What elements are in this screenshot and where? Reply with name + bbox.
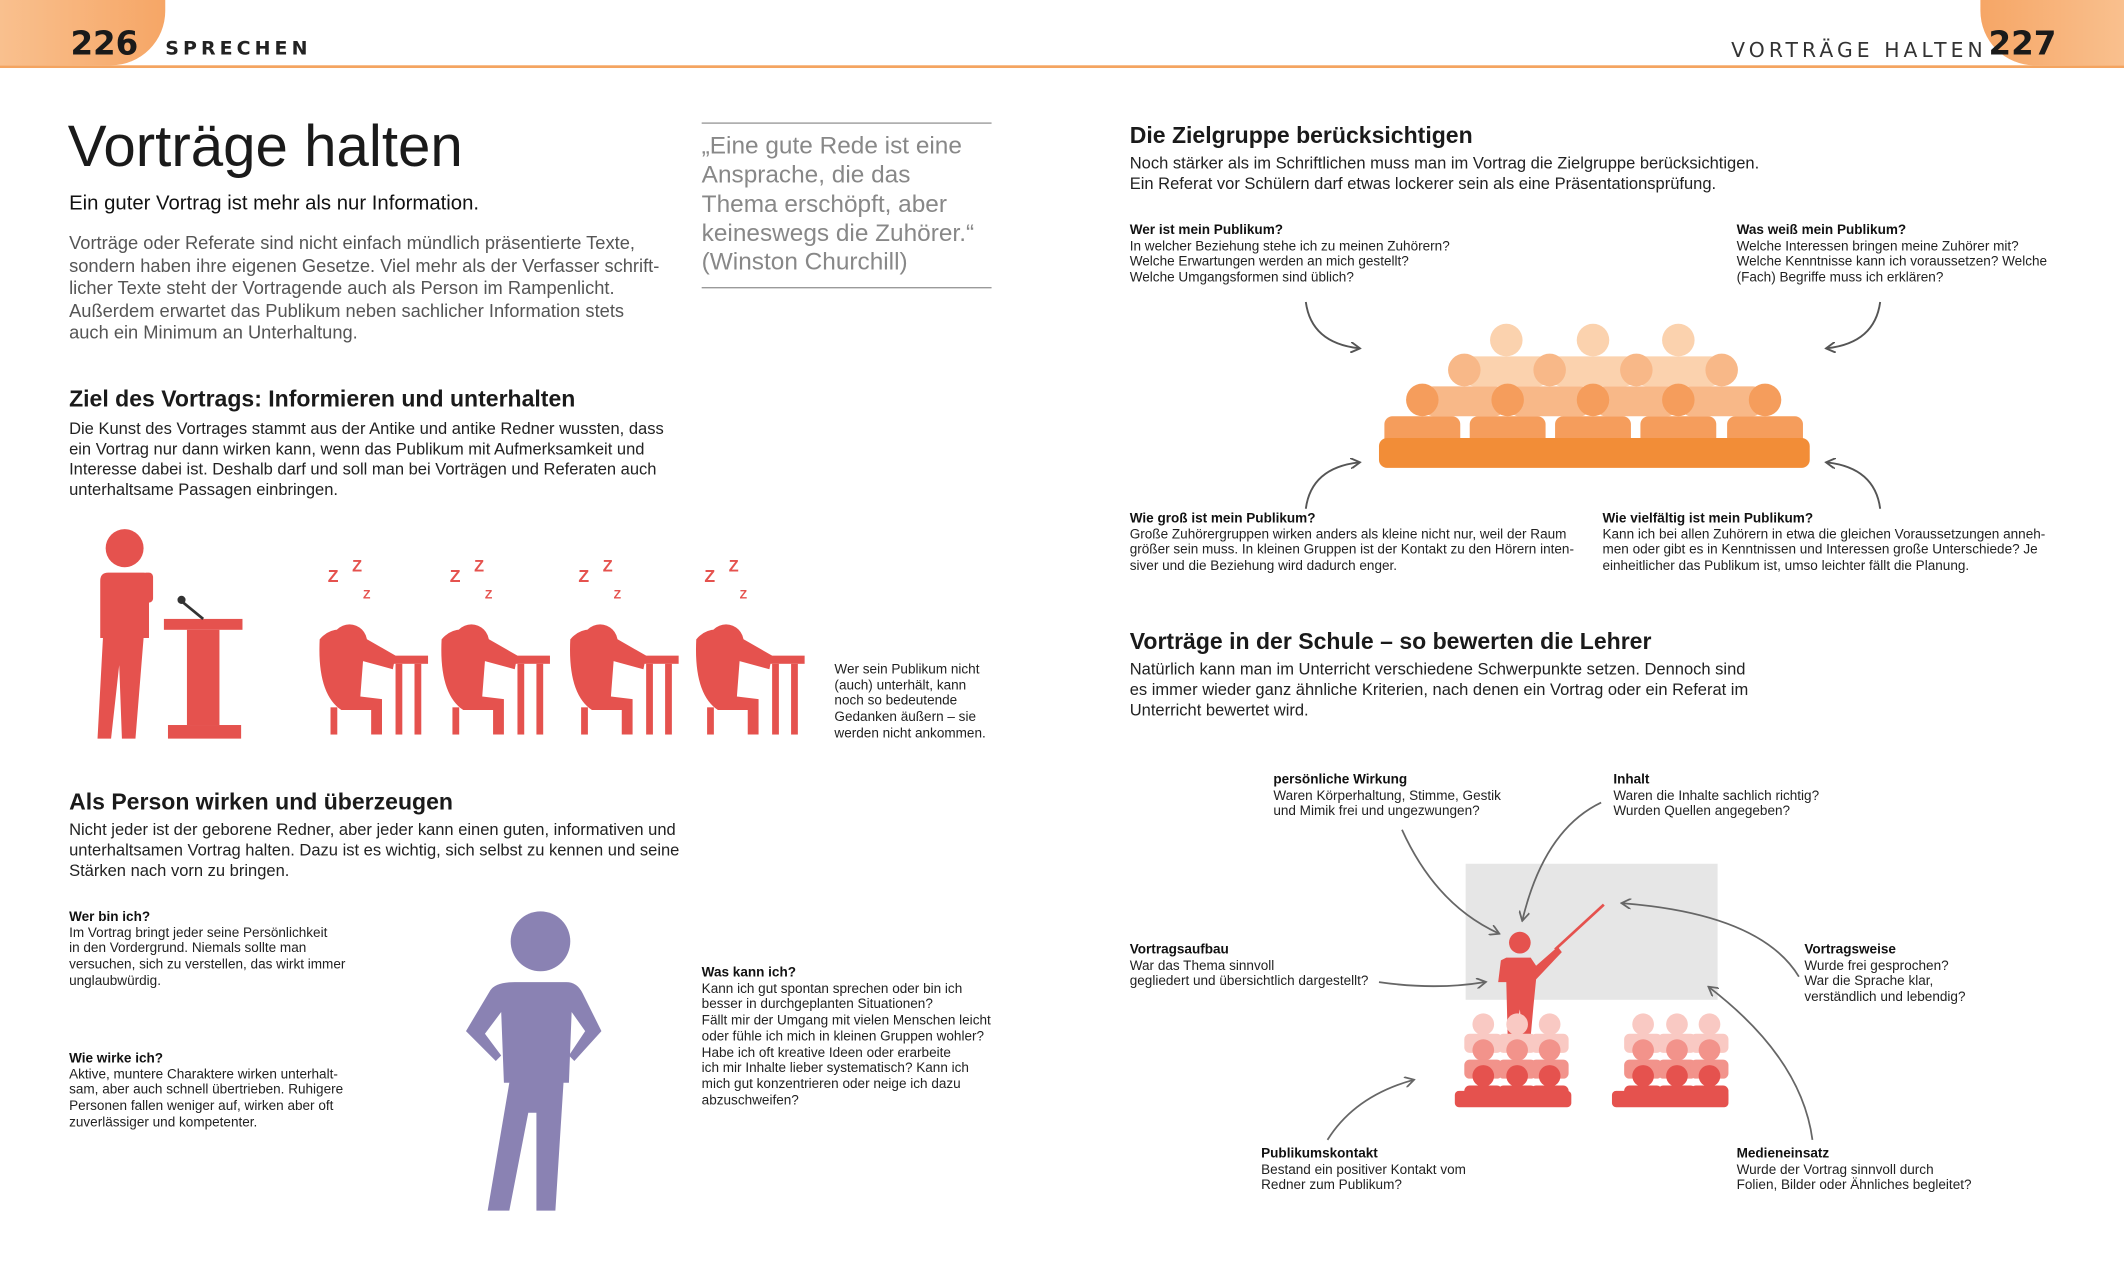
ziel-heading: Ziel des Vortrags: Informieren und unterhalten (69, 386, 576, 413)
text-line: Welche Kenntnisse kann ich voraussetzen? Welche (1736, 254, 2048, 270)
question-title: Wie vielfältig ist mein Publikum? (1602, 511, 1814, 527)
block-title: Was kann ich? (701, 965, 797, 981)
text-line: Natürlich kann man im Unterricht verschiedene Schwerpunkte setzen. Dennoch sind (1129, 659, 1746, 679)
sleep-z-icon: Z (352, 557, 363, 576)
class-audience (1455, 1013, 1729, 1107)
text-line: auch ein Minimum an Unterhaltung. (69, 322, 358, 343)
left-page-number: 226 (70, 24, 139, 63)
text-line: Welche Umgangsformen sind üblich? (1129, 270, 1354, 286)
text-line: Kann ich gut spontan sprechen oder bin ich (701, 981, 963, 997)
block-title: Wer bin ich? (69, 910, 151, 925)
question-title: Was weiß mein Publikum? (1736, 223, 1907, 239)
criterion-title: persönliche Wirkung (1273, 772, 1408, 788)
text-line: und Mimik frei und ungezwungen? (1273, 804, 1480, 820)
text-line: Welche Interessen bringen meine Zuhörer mit? (1736, 239, 2019, 254)
text-line: Ein Referat vor Schülern darf etwas lockerer sein als eine Präsentationsprüfung. (1129, 174, 1717, 194)
text-line: unglaubwürdig. (69, 973, 161, 989)
text-line: mich gut konzentrieren oder neige ich dazu (701, 1077, 961, 1093)
left-section-title: SPRECHEN (165, 38, 312, 60)
sleep-z-icon: Z (704, 566, 716, 587)
text-line: Im Vortrag bringt jeder seine Persönlichkeit (69, 925, 328, 941)
arrow-icon (1327, 1080, 1412, 1140)
text-line: men oder gibt es in Kenntnissen und Interessen große Unterschiede? Je (1602, 543, 2038, 559)
sleep-z-icon: Z (484, 587, 493, 602)
text-line: Große Zuhörergruppen wirken anders als kleine nicht nur, weil der Raum (1129, 527, 1567, 543)
sleep-z-icon: Z (613, 587, 622, 602)
lead-text: Ein guter Vortrag ist mehr als nur Information. (69, 191, 480, 215)
text-line: Unterricht bewertet wird. (1129, 700, 1309, 720)
text-line: ich mir Inhalte lieber systematisch? Kann ich (701, 1061, 969, 1077)
text-line: Welche Erwartungen werden an mich gestellt? (1129, 254, 1409, 270)
text-line: gegliedert und übersichtlich dargestellt? (1129, 974, 1369, 990)
text-line: Kann ich bei allen Zuhörern in etwa die gleichen Voraussetzungen anneh- (1602, 527, 2046, 543)
text-line: Personen fallen weniger auf, wirken aber oft (69, 1099, 334, 1115)
sleep-z-icon: Z (578, 566, 590, 587)
text-line: oder fühle ich mich in kleinen Gruppen wohler? (701, 1029, 985, 1045)
sleep-z-icon: Z (602, 557, 613, 576)
sleep-z-icon: Z (728, 557, 739, 576)
quote-line: keineswegs die Zuhörer.“ (701, 218, 975, 247)
criterion-title: Vortragsweise (1804, 942, 1896, 958)
sleep-z-icon: Z (474, 557, 485, 576)
text-line: abzuschweifen? (701, 1093, 799, 1109)
text-line: Folien, Bilder oder Ähnliches begleitet? (1736, 1178, 1972, 1194)
text-line: Waren Körperhaltung, Stimme, Gestik (1273, 788, 1501, 804)
text-line: Wurden Quellen angegeben? (1613, 804, 1791, 820)
question-title: Wer ist mein Publikum? (1129, 223, 1284, 239)
criterion-title: Inhalt (1613, 772, 1650, 788)
text-line: Wer sein Publikum nicht (834, 662, 980, 678)
student-desk (1455, 1091, 1571, 1107)
page-title: Vorträge halten (67, 114, 463, 180)
question-title: Wie groß ist mein Publikum? (1129, 511, 1316, 527)
text-line: (auch) unterhält, kann (834, 678, 967, 694)
text-line: War die Sprache klar, (1804, 974, 1934, 990)
text-line: es immer wieder ganz ähnliche Kriterien, nach denen ein Vortrag oder ein Referat im (1129, 680, 1749, 700)
text-line: Aktive, muntere Charaktere wirken unterhalt- (69, 1067, 338, 1083)
text-line: größer sein muss. In kleinen Gruppen ist der Kontakt zu den Hörern inten- (1129, 543, 1574, 559)
criterion-title: Medieneinsatz (1736, 1146, 1830, 1162)
text-line: Vorträge oder Referate sind nicht einfach mündlich präsentierte Texte, (69, 232, 635, 254)
text-line: Interesse dabei ist. Deshalb darf und soll man bei Vorträgen und Referaten auch (69, 459, 657, 479)
text-line: Wurde der Vortrag sinnvoll durch (1736, 1162, 1934, 1178)
text-line: Bestand ein positiver Kontakt vom (1261, 1162, 1466, 1178)
block-title: Wie wirke ich? (69, 1051, 164, 1067)
sleep-z-icon: Z (327, 566, 339, 587)
text-line: Waren die Inhalte sachlich richtig? (1613, 788, 1820, 804)
quote-line: Ansprache, die das (701, 160, 911, 189)
text-line: unterhaltsame Passagen einbringen. (69, 480, 339, 500)
text-line: Gedanken äußern – sie (834, 710, 977, 726)
quote-line: Thema erschöpft, aber (701, 189, 947, 218)
text-line: licher Texte steht der Vortragende auch als Person im Rampenlicht. (69, 277, 615, 298)
text-line: besser in durchgeplanten Situationen? (701, 997, 933, 1013)
text-line: Wurde frei gesprochen? (1804, 958, 1949, 974)
text-line: Noch stärker als im Schriftlichen muss man im Vortrag die Zielgruppe berücksichtigen. (1129, 153, 1760, 173)
text-line: Fällt mir der Umgang mit vielen Menschen leicht (701, 1013, 991, 1029)
student-desk (1612, 1091, 1728, 1107)
text-line: ein Vortrag nur dann wirken kann, wenn das Publikum mit Aufmerksamkeit und (69, 439, 645, 459)
text-line: Nicht jeder ist der geborene Redner, aber jeder kann einen guten, informativen und (69, 820, 676, 840)
text-line: in den Vordergrund. Niemals sollte man (69, 941, 307, 957)
text-line: Habe ich oft kreative Ideen oder erarbeite (701, 1045, 951, 1061)
text-line: Außerdem erwartet das Publikum neben sachlicher Information stets (69, 299, 625, 321)
text-line: Redner zum Publikum? (1261, 1178, 1402, 1194)
text-line: War das Thema sinnvoll (1129, 958, 1275, 974)
sleep-z-icon: Z (739, 587, 748, 602)
right-section-title: VORTRÄGE HALTEN (1731, 38, 1987, 63)
text-line: zuverlässiger und kompetenter. (69, 1115, 258, 1131)
criterion-title: Vortragsaufbau (1129, 942, 1229, 958)
quote-author: (Winston Churchill) (701, 247, 908, 276)
text-line: einheitlicher das Publikum ist, umso leichter fällt die Planung. (1602, 559, 1970, 575)
text-line: sondern haben ihre eigenen Gesetze. Viel mehr als der Verfasser schrift- (69, 255, 660, 276)
text-line: werden nicht ankommen. (834, 726, 986, 742)
person-heading: Als Person wirken und überzeugen (69, 788, 453, 815)
text-line: In welcher Beziehung stehe ich zu meinen Zuhörern? (1129, 239, 1450, 254)
quote-line: „Eine gute Rede ist eine (701, 131, 962, 160)
text-line: sam, aber auch schnell übertrieben. Ruhigere (69, 1083, 344, 1099)
text-line: Stärken nach vorn zu bringen. (69, 861, 290, 881)
criterion-title: Publikumskontakt (1261, 1146, 1378, 1162)
text-line: siver und die Beziehung wird dadurch enger. (1129, 559, 1398, 575)
sleep-z-icon: Z (449, 566, 461, 587)
text-line: Die Kunst des Vortrages stammt aus der Antike und antike Redner wussten, dass (69, 418, 664, 439)
text-line: noch so bedeutende (834, 694, 958, 710)
presenter-head (1509, 932, 1531, 954)
sleep-z-icon: Z (363, 587, 371, 602)
right-page-number: 227 (1988, 24, 2057, 63)
text-line: verständlich und lebendig? (1804, 990, 1966, 1006)
schule-heading: Vorträge in der Schule – so bewerten die Lehrer (1129, 628, 1652, 655)
zielgruppe-heading: Die Zielgruppe berücksichtigen (1129, 122, 1473, 149)
text-line: unterhaltsamen Vortrag halten. Dazu ist es wichtig, sich selbst zu kennen und seine (69, 840, 680, 860)
text-line: versuchen, sich zu verstellen, das wirkt immer (69, 957, 346, 973)
text-line: (Fach) Begriffe muss ich erklären? (1736, 270, 1944, 286)
